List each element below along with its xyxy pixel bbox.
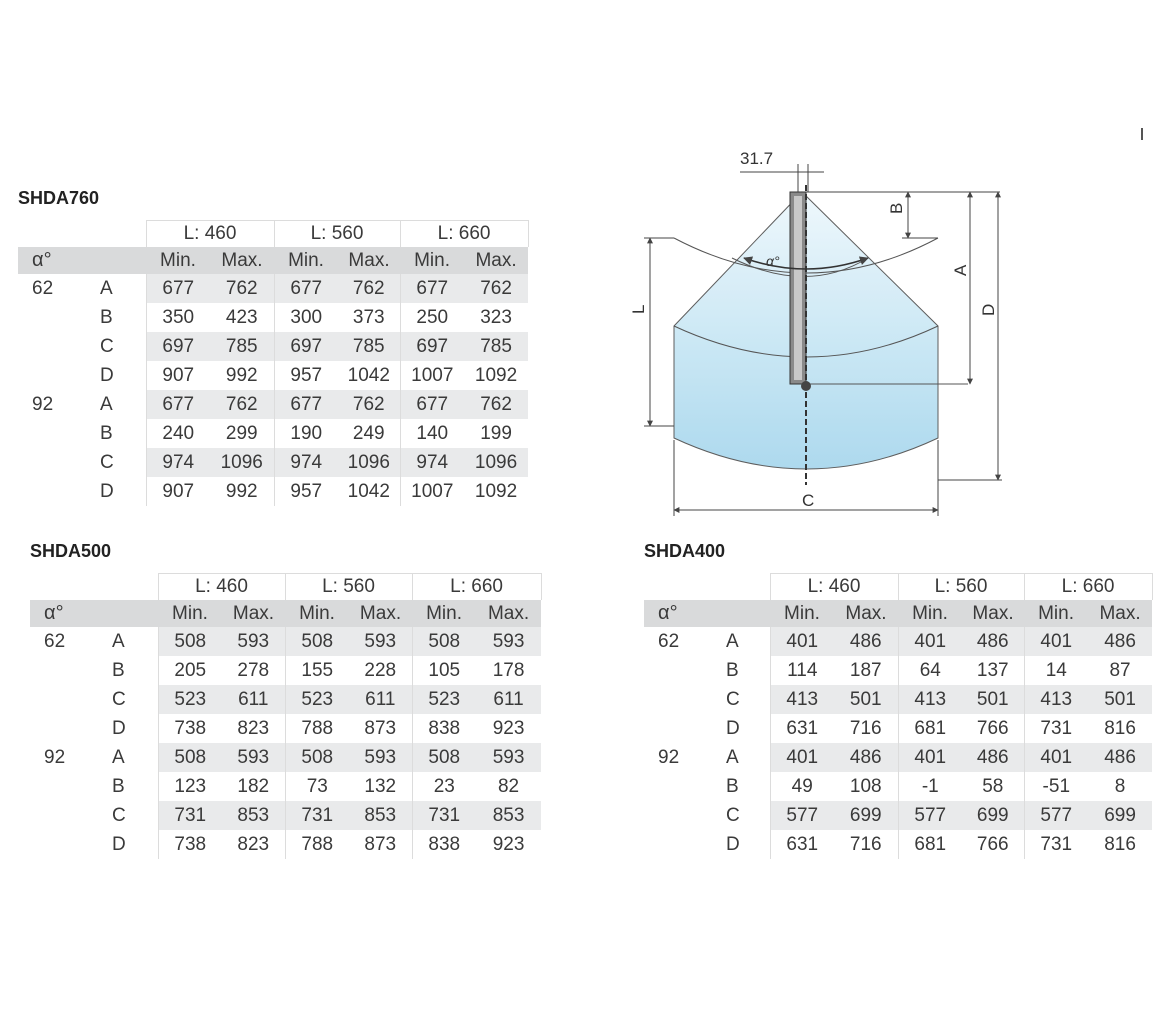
letter-cell: D [726,833,740,855]
alpha-cell [30,801,90,830]
value-cell: 677 [146,390,210,419]
group-header: L: 460 [158,574,285,601]
value-cell: -51 [1024,772,1088,801]
value-cell: 853 [222,801,285,830]
value-cell: 677 [274,274,338,303]
value-cell: 523 [158,685,222,714]
value-cell: 593 [222,743,285,772]
value-cell: 155 [285,656,349,685]
table-row [644,656,1152,685]
value-cell: 631 [770,714,834,743]
dim-c-label: C [802,491,815,510]
max-header: Max. [222,600,285,627]
table-row [18,390,528,419]
value-cell: 323 [480,306,512,328]
technical-diagram [620,140,1020,525]
spec-table-shda400 [644,573,1153,859]
value-cell: 766 [976,833,1009,855]
table-row [30,656,541,685]
value-cell: 1007 [400,477,464,506]
alpha-cell [18,303,78,332]
letter-cell: D [100,480,114,502]
value-cell: 108 [849,775,882,797]
value-cell: 373 [352,306,385,328]
alpha-cell [18,419,78,448]
value-cell: 249 [352,422,385,444]
value-cell: 785 [464,332,528,361]
table-row [644,627,1152,656]
alpha-cell: 62 [32,277,54,299]
table-title: SHDA500 [30,541,112,561]
value-cell: 82 [497,775,520,797]
value-cell: 8 [1114,775,1126,797]
value-cell: 611 [349,685,412,714]
value-cell: 838 [412,830,476,859]
value-cell: 486 [834,743,898,772]
value-cell: 593 [476,743,541,772]
group-header: L: 660 [1024,574,1152,601]
alpha-cell: 92 [658,746,680,768]
column-header-row [30,600,541,627]
group-header-row [644,574,1152,601]
value-cell: 486 [962,627,1024,656]
value-cell: 974 [274,448,338,477]
table-row [18,303,528,332]
alpha-cell [644,656,704,685]
value-cell: 508 [412,627,476,656]
value-cell: 413 [898,685,962,714]
alpha-cell [30,772,90,801]
alpha-cell [30,830,90,859]
alpha-cell [30,714,90,743]
value-cell: 401 [1024,743,1088,772]
value-cell: 731 [412,801,476,830]
value-cell: 523 [285,685,349,714]
alpha-cell [18,448,78,477]
alpha-header: α° [644,600,704,627]
value-cell: 178 [492,659,525,681]
column-header-row [18,247,528,274]
value-cell: 508 [285,743,349,772]
letter-cell: C [112,688,126,710]
value-cell: 923 [492,717,525,739]
letter-cell: C [112,804,126,826]
value-cell: 501 [962,685,1024,714]
value-cell: 199 [480,422,512,444]
table-row [18,274,528,303]
value-cell: 593 [349,627,412,656]
table-row [18,419,528,448]
table-row [644,743,1152,772]
max-header: Max. [338,247,400,274]
table-row [644,685,1152,714]
dim-a-label: A [951,264,970,276]
value-cell: 681 [898,830,962,859]
table-row [30,801,541,830]
max-header: Max. [476,600,541,627]
angle-label: α° [766,253,780,269]
column-header-row [644,600,1152,627]
min-header: Min. [158,600,222,627]
value-cell: 14 [1024,656,1088,685]
value-cell: 697 [274,332,338,361]
alpha-cell: 62 [658,630,680,652]
alpha-cell [30,656,90,685]
value-cell: 611 [476,685,541,714]
value-cell: 299 [225,422,258,444]
value-cell: 486 [962,743,1024,772]
letter-cell: C [100,451,114,473]
value-cell: 762 [210,390,274,419]
value-cell: 577 [1024,801,1088,830]
value-cell: 87 [1109,659,1131,681]
value-cell: 957 [274,361,338,390]
value-cell: 1042 [347,364,390,386]
value-cell: 677 [274,390,338,419]
value-cell: 731 [285,801,349,830]
value-cell: 1092 [474,480,518,502]
value-cell: 401 [770,627,834,656]
value-cell: 873 [364,717,397,739]
value-cell: 1042 [347,480,390,502]
value-cell: 1096 [210,448,274,477]
alpha-header: α° [30,600,90,627]
letter-cell: B [112,775,125,797]
group-header: L: 560 [898,574,1024,601]
letter-cell: A [726,630,739,652]
value-cell: 788 [285,714,349,743]
dim-width-label: 31.7 [740,149,774,168]
value-cell: 992 [225,480,258,502]
value-cell: 699 [1088,801,1152,830]
value-cell: 853 [476,801,541,830]
spec-table-shda500 [30,573,542,859]
value-cell: 501 [1088,685,1152,714]
group-header: L: 560 [285,574,412,601]
table-row [30,685,541,714]
min-header: Min. [412,600,476,627]
min-header: Min. [285,600,349,627]
min-header: Min. [274,247,338,274]
value-cell: 413 [1024,685,1088,714]
value-cell: -1 [898,772,962,801]
value-cell: 240 [146,419,210,448]
max-header: Max. [1088,600,1152,627]
group-header: L: 560 [274,221,400,248]
letter-cell: A [100,393,113,415]
alpha-cell: 62 [44,630,66,652]
min-header: Min. [898,600,962,627]
dim-l-label: L [629,304,648,314]
value-cell: 699 [962,801,1024,830]
value-cell: 738 [158,830,222,859]
value-cell: 508 [158,627,222,656]
value-cell: 49 [770,772,834,801]
value-cell: 1007 [400,361,464,390]
value-cell: 716 [849,833,882,855]
group-header: L: 660 [412,574,541,601]
value-cell: 123 [158,772,222,801]
table-title: SHDA760 [18,188,100,208]
letter-cell: D [726,717,740,739]
value-cell: 401 [898,627,962,656]
value-cell: 838 [412,714,476,743]
value-cell: 523 [412,685,476,714]
table-row [644,801,1152,830]
dim-b-label: B [887,202,906,214]
value-cell: 413 [770,685,834,714]
value-cell: 762 [338,274,400,303]
value-cell: 577 [898,801,962,830]
value-cell: 992 [225,364,258,386]
value-cell: 823 [237,833,270,855]
table-row [30,830,541,859]
alpha-header: α° [18,247,78,274]
value-cell: 187 [849,659,882,681]
value-cell: 486 [834,627,898,656]
letter-cell: C [100,335,114,357]
value-cell: 823 [237,717,270,739]
value-cell: 681 [898,714,962,743]
corner-mark [1141,128,1143,140]
value-cell: 907 [146,361,210,390]
value-cell: 105 [412,656,476,685]
value-cell: 250 [400,303,464,332]
value-cell: 278 [237,659,270,681]
table-row [644,772,1152,801]
value-cell: 816 [1104,833,1136,855]
table-title: SHDA400 [644,541,726,561]
letter-cell: D [112,833,126,855]
value-cell: 738 [158,714,222,743]
alpha-cell [644,801,704,830]
value-cell: 205 [158,656,222,685]
alpha-cell [644,830,704,859]
table-row [18,448,528,477]
value-cell: 501 [834,685,898,714]
value-cell: 401 [1024,627,1088,656]
table-row [644,714,1152,743]
min-header: Min. [400,247,464,274]
value-cell: 699 [834,801,898,830]
alpha-cell [644,772,704,801]
pivot-rod-inner [794,196,802,380]
alpha-cell [644,685,704,714]
value-cell: 677 [400,390,464,419]
value-cell: 957 [274,477,338,506]
value-cell: 816 [1104,717,1136,739]
letter-cell: B [100,306,113,328]
value-cell: 1092 [474,364,518,386]
table-row [30,714,541,743]
value-cell: 73 [285,772,349,801]
table-row [30,743,541,772]
max-header: Max. [962,600,1024,627]
value-cell: 677 [400,274,464,303]
value-cell: 766 [976,717,1009,739]
value-cell: 508 [285,627,349,656]
value-cell: 508 [158,743,222,772]
value-cell: 1096 [338,448,400,477]
min-header: Min. [146,247,210,274]
max-header: Max. [464,247,528,274]
table-row [18,477,528,506]
letter-cell: B [726,659,739,681]
value-cell: 577 [770,801,834,830]
value-cell: 114 [770,656,834,685]
letter-cell: D [112,717,126,739]
value-cell: 762 [338,390,400,419]
value-cell: 300 [274,303,338,332]
value-cell: 731 [1024,830,1088,859]
value-cell: 974 [146,448,210,477]
letter-cell: D [100,364,114,386]
table-row [30,772,541,801]
value-cell: 785 [210,332,274,361]
value-cell: 132 [364,775,397,797]
value-cell: 611 [222,685,285,714]
value-cell: 731 [1024,714,1088,743]
value-cell: 853 [349,801,412,830]
value-cell: 64 [898,656,962,685]
table-row [18,361,528,390]
value-cell: 228 [364,659,397,681]
alpha-cell: 92 [44,746,66,768]
letter-cell: B [100,422,113,444]
group-header: L: 460 [770,574,898,601]
value-cell: 140 [400,419,464,448]
alpha-cell [18,361,78,390]
value-cell: 1096 [464,448,528,477]
value-cell: 508 [412,743,476,772]
letter-cell: A [726,746,739,768]
value-cell: 631 [770,830,834,859]
value-cell: 350 [146,303,210,332]
alpha-cell [18,477,78,506]
value-cell: 486 [1088,627,1152,656]
alpha-cell: 92 [32,393,54,415]
value-cell: 401 [898,743,962,772]
max-header: Max. [834,600,898,627]
value-cell: 923 [492,833,525,855]
pivot-hinge [801,381,811,391]
letter-cell: C [726,804,740,826]
letter-cell: B [112,659,125,681]
value-cell: 593 [349,743,412,772]
value-cell: 788 [285,830,349,859]
letter-cell: B [726,775,739,797]
letter-cell: A [100,277,113,299]
value-cell: 762 [464,274,528,303]
value-cell: 731 [158,801,222,830]
value-cell: 593 [476,627,541,656]
value-cell: 762 [464,390,528,419]
min-header: Min. [1024,600,1088,627]
letter-cell: A [112,630,125,652]
group-header-row [30,574,541,601]
table-row [18,332,528,361]
group-header: L: 460 [146,221,274,248]
value-cell: 697 [146,332,210,361]
group-header: L: 660 [400,221,528,248]
letter-cell: A [112,746,125,768]
max-header: Max. [210,247,274,274]
value-cell: 190 [274,419,338,448]
value-cell: 593 [222,627,285,656]
value-cell: 873 [364,833,397,855]
value-cell: 486 [1088,743,1152,772]
value-cell: 907 [146,477,210,506]
value-cell: 785 [338,332,400,361]
value-cell: 182 [237,775,270,797]
alpha-cell [644,714,704,743]
value-cell: 762 [210,274,274,303]
dim-d-label: D [979,303,998,316]
max-header: Max. [349,600,412,627]
group-header-row [18,221,528,248]
value-cell: 423 [225,306,258,328]
table-row [30,627,541,656]
alpha-cell [30,685,90,714]
value-cell: 974 [400,448,464,477]
letter-cell: C [726,688,740,710]
value-cell: 697 [400,332,464,361]
value-cell: 716 [849,717,882,739]
min-header: Min. [770,600,834,627]
value-cell: 401 [770,743,834,772]
alpha-cell [18,332,78,361]
value-cell: 137 [976,659,1009,681]
spec-table-shda760 [18,220,529,506]
value-cell: 23 [412,772,476,801]
table-row [644,830,1152,859]
value-cell: 677 [146,274,210,303]
value-cell: 58 [982,775,1004,797]
